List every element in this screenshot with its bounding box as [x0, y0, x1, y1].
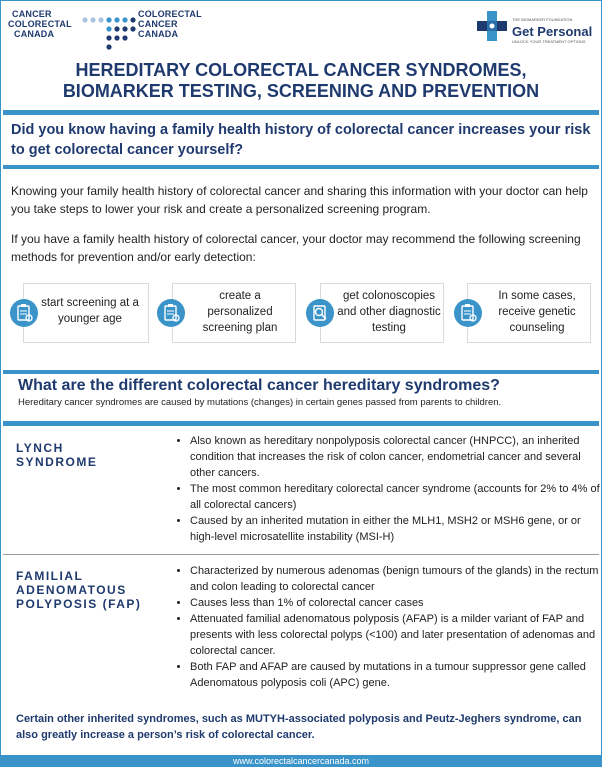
- card-personalized-plan: [172, 283, 296, 343]
- clipboard-icon: [454, 299, 482, 327]
- divider: [3, 554, 599, 555]
- fap-heading-line1: FAMILIAL: [16, 569, 84, 583]
- question-text: Did you know having a family health history of colorectal cancer increases your risk to get colorectal cancer yourself?: [11, 122, 591, 158]
- logo-en-line2: COLORECTAL: [8, 19, 72, 29]
- list-item: • Also known as hereditary nonpolyposis colorectal cancer (HNPCC), an inherited condition that increases the risk of colon cancer, endometrial cancer and several other cancers.: [190, 433, 602, 481]
- get-personal-logo: [476, 8, 596, 46]
- list-item: • Causes less than 1% of colorectal cancer cases: [190, 595, 602, 611]
- card-text: In some cases, receive genetic counseling: [498, 290, 576, 334]
- title-line2: BIOMARKER TESTING, SCREENING AND PREVENTION: [62, 81, 540, 101]
- intro-paragraph-1: Knowing your family health history of colorectal cancer and sharing this information with your doctor can help you take steps to lower your risk and create a personalized screening program.: [11, 184, 588, 216]
- question-box: [3, 115, 599, 165]
- card-colonoscopies: [320, 283, 444, 343]
- logo-en-line3: CANADA: [14, 29, 55, 39]
- page-title: [0, 60, 602, 102]
- logo-dots-icon: [81, 16, 141, 52]
- lynch-heading-line2: SYNDROME: [16, 455, 98, 469]
- section-header: [3, 374, 599, 421]
- footer-band: [0, 755, 602, 767]
- card-text: create a personalized screening plan: [202, 290, 278, 334]
- colorectal-cancer-canada-logo: [8, 7, 202, 47]
- list-item: • Both FAP and AFAP are caused by mutations in a tumour suppressor gene called Adenomatous polyposis coli (APC) gene.: [190, 659, 602, 691]
- fap-bullets: [174, 563, 602, 691]
- magnifier-icon: [306, 299, 334, 327]
- logo-fr-line1: COLORECTAL: [138, 9, 202, 19]
- title-line1: HEREDITARY COLORECTAL CANCER SYNDROMES,: [75, 60, 527, 80]
- fap-heading: [16, 569, 141, 611]
- footer-url-link[interactable]: www.colorectalcancercanada.com: [232, 756, 370, 766]
- card-text: start screening at a younger age: [41, 297, 139, 325]
- gp-title: Get Personal: [512, 24, 593, 39]
- fap-heading-line2: ADENOMATOUS: [16, 583, 127, 597]
- gp-small-text: THE BIOMARKER FOUNDATION: [512, 17, 573, 22]
- clipboard-icon: [10, 299, 38, 327]
- lynch-heading-line1: LYNCH: [16, 441, 64, 455]
- logo-fr-line3: CANADA: [138, 29, 179, 39]
- logo-fr-line2: CANCER: [138, 19, 178, 29]
- list-item: • The most common hereditary colorectal cancer syndrome (accounts for 2% to 4% of all colorectal cancers): [190, 481, 602, 513]
- medical-cross-icon: [476, 10, 508, 42]
- fap-heading-line3: POLYPOSIS (FAP): [16, 597, 142, 611]
- intro: [11, 182, 589, 278]
- card-text: get colonoscopies and other diagnostic testing: [337, 290, 441, 334]
- section-subtitle: Hereditary cancer syndromes are caused by mutations (changes) in certain genes passed from parents to children.: [18, 397, 502, 408]
- section-title: What are the different colorectal cancer hereditary syndromes?: [18, 377, 500, 394]
- outro-text: Certain other inherited syndromes, such as MUTYH-associated polyposis and Peutz-Jeghers syndrome, can also greatly increase a person’s risk of colorectal cancer.: [16, 713, 582, 741]
- list-item: • Attenuated familial adenomatous polyposis (AFAP) is a milder variant of FAP and presents with less colorectal polyps (<100) and later presentation of adenomas and colorectal cancer.: [190, 611, 602, 659]
- lynch-heading: [16, 441, 97, 469]
- logo-en-line1: CANCER: [12, 9, 52, 19]
- card-genetic-counseling: [467, 283, 591, 343]
- gp-tagline: UNLOCK YOUR TREATMENT OPTIONS: [512, 39, 586, 44]
- card-start-screening: [23, 283, 149, 343]
- clipboard-icon: [157, 299, 185, 327]
- intro-paragraph-2: If you have a family health history of colorectal cancer, your doctor may recommend the following screening methods for prevention and/or early detection:: [11, 232, 581, 264]
- lynch-bullets: [174, 433, 602, 545]
- list-item: • Characterized by numerous adenomas (benign tumours of the glands) in the rectum and colon leading to colorectal cancer: [190, 563, 602, 595]
- list-item: • Caused by an inherited mutation in either the MLH1, MSH2 or MSH6 gene, or or high-level microsatellite instability (MSI-H): [190, 513, 602, 545]
